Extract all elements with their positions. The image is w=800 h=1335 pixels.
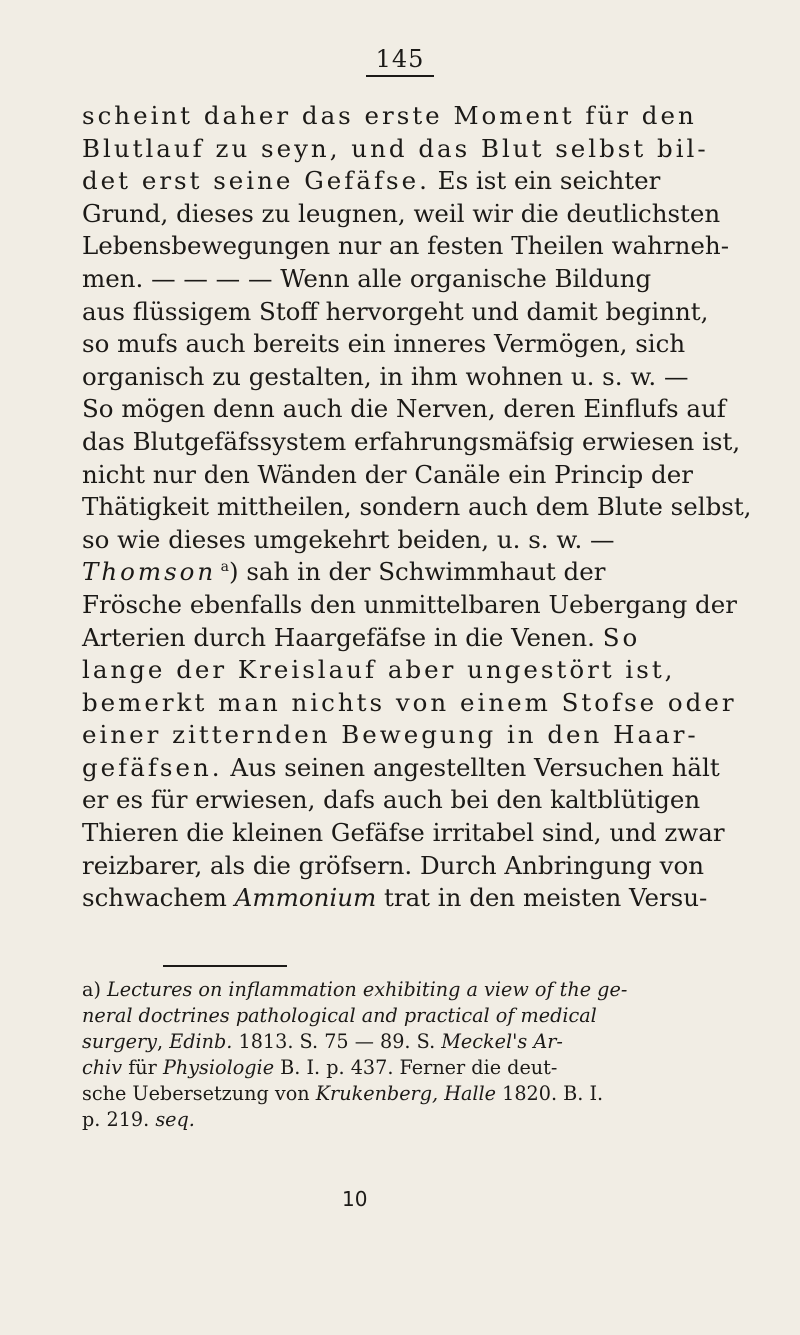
text-line-segment: Ammonium: [234, 883, 377, 913]
text-line-segment: bemerkt man nichts von einem Stofse oder: [82, 687, 737, 717]
footnote-line-segment: a): [82, 978, 108, 1001]
footnote-line: [82, 1003, 732, 1029]
footnote-line-segment: ,: [157, 1030, 170, 1053]
text-line-segment: Lebensbewegungen nur an festen Theilen wahrneh-: [82, 231, 729, 261]
text-line-segment: Thomson: [82, 557, 217, 587]
text-line: [82, 459, 732, 492]
text-line: [82, 426, 741, 459]
text-line-segment: det erst seine Gefäfse.: [82, 166, 430, 196]
text-line-segment: Es ist ein seichter: [429, 166, 661, 196]
text-line: [82, 198, 732, 231]
footnote-line: [82, 1055, 732, 1081]
text-line: [82, 719, 732, 752]
text-line-segment: organisch zu gestalten, in ihm wohnen u. s. w. —: [82, 361, 689, 391]
text-line: [82, 100, 732, 133]
text-line: [82, 296, 732, 329]
text-line-segment: so mufs auch bereits ein inneres Vermögen, sich: [82, 329, 686, 359]
footnote-line: [82, 1107, 732, 1133]
text-line: [82, 687, 737, 720]
text-line-segment: Thieren die kleinen Gefäfse irritabel sind, und zwar: [82, 818, 725, 848]
footnote-line-segment: Edinb.: [169, 1030, 233, 1053]
text-line-segment: gefäfsen.: [82, 752, 223, 782]
page-number: [0, 45, 800, 77]
footnote: [82, 977, 732, 1133]
footnote-line-segment: Physiologie: [162, 1056, 275, 1079]
footnote-line-segment: 1820. B. I.: [496, 1082, 604, 1105]
text-line-segment: So mögen denn auch die Nerven, deren Einflufs auf: [82, 394, 726, 424]
text-line-segment: er es für erwiesen, dafs auch bei den kaltblütigen: [82, 785, 701, 815]
text-line-segment: Thätigkeit mittheilen, sondern auch dem Blute selbst,: [82, 492, 752, 522]
footnote-line-segment: 1813. S. 75 — 89. S.: [232, 1030, 442, 1053]
footnote-line-segment: chiv: [82, 1056, 123, 1079]
text-line-segment: Blutlauf zu seyn, und das Blut selbst bil-: [82, 133, 709, 163]
footnote-line-segment: p. 219.: [82, 1108, 156, 1131]
text-line: [82, 817, 732, 850]
text-line-segment: Frösche ebenfalls den unmittelbaren Uebergang der: [82, 589, 737, 619]
text-line-segment: Arterien durch Haargefäfse in die Venen.: [82, 622, 603, 652]
text-line: [82, 361, 732, 394]
text-line-segment: so wie dieses umgekehrt beiden, u. s. w. —: [82, 524, 615, 554]
text-line-segment: aus flüssigem Stoff hervorgeht und damit beginnt,: [82, 296, 709, 326]
text-line: [82, 784, 732, 817]
footnote-line-segment: Lectures on inflammation exhibiting a view of the ge-: [107, 978, 628, 1001]
text-line-segment: reizbarer, als die gröfsern. Durch Anbringung von: [82, 850, 704, 880]
text-line-segment: Grund, dieses zu leugnen, weil wir die deutlichsten: [82, 198, 721, 228]
text-line: [82, 230, 732, 263]
text-line-segment: schwachem: [82, 883, 235, 913]
footnote-line-segment: sche Uebersetzung von: [82, 1082, 316, 1105]
text-line: [82, 654, 732, 687]
body-text: [82, 100, 752, 915]
text-line: [82, 328, 732, 361]
text-line-segment: lange der Kreislauf aber ungestört ist,: [82, 655, 676, 685]
text-line-segment: So: [602, 622, 641, 652]
footnote-line-segment: Krukenberg, Halle: [315, 1082, 497, 1105]
page-number-text: 145: [366, 45, 435, 77]
text-line: [82, 263, 732, 296]
text-line: [82, 556, 732, 589]
text-line: [82, 491, 752, 524]
text-line-segment: a: [216, 559, 230, 576]
text-line: [82, 393, 732, 426]
footnote-line: [82, 977, 732, 1003]
text-line: [82, 133, 732, 166]
footnote-rule: [163, 965, 287, 967]
footnote-line-segment: Meckel's Ar-: [441, 1030, 563, 1053]
text-line: [82, 752, 732, 785]
footnote-line: [82, 1029, 732, 1055]
footnote-line-segment: neral doctrines pathological and practical of medical: [82, 1004, 597, 1027]
text-line-segment: Aus seinen angestellten Versuchen hält: [222, 752, 720, 782]
text-line: [82, 165, 732, 198]
text-line-segment: einer zitternden Bewegung in den Haar-: [82, 720, 699, 750]
footnote-line-segment: für: [122, 1056, 163, 1079]
footnote-line-segment: seq.: [155, 1108, 195, 1131]
text-line-segment: nicht nur den Wänden der Canäle ein Princip der: [82, 459, 693, 489]
footnote-line: [82, 1081, 732, 1107]
signature-mark: 10: [342, 1187, 368, 1211]
footnote-line-segment: B. I. p. 437. Ferner die deut-: [274, 1056, 558, 1079]
text-line: [82, 882, 732, 915]
text-line: [82, 524, 732, 557]
text-line: [82, 589, 737, 622]
text-line-segment: trat in den meisten Versu-: [376, 883, 708, 913]
footnote-line-segment: surgery: [82, 1030, 158, 1053]
text-line-segment: das Blutgefäfssystem erfahrungsmäfsig erwiesen ist,: [82, 426, 741, 456]
text-line-segment: ) sah in der Schwimmhaut der: [229, 557, 606, 587]
text-line-segment: scheint daher das erste Moment für den: [82, 101, 697, 130]
text-line: [82, 622, 732, 655]
text-line: [82, 850, 732, 883]
text-line-segment: men. — — — — Wenn alle organische Bildung: [82, 263, 652, 293]
